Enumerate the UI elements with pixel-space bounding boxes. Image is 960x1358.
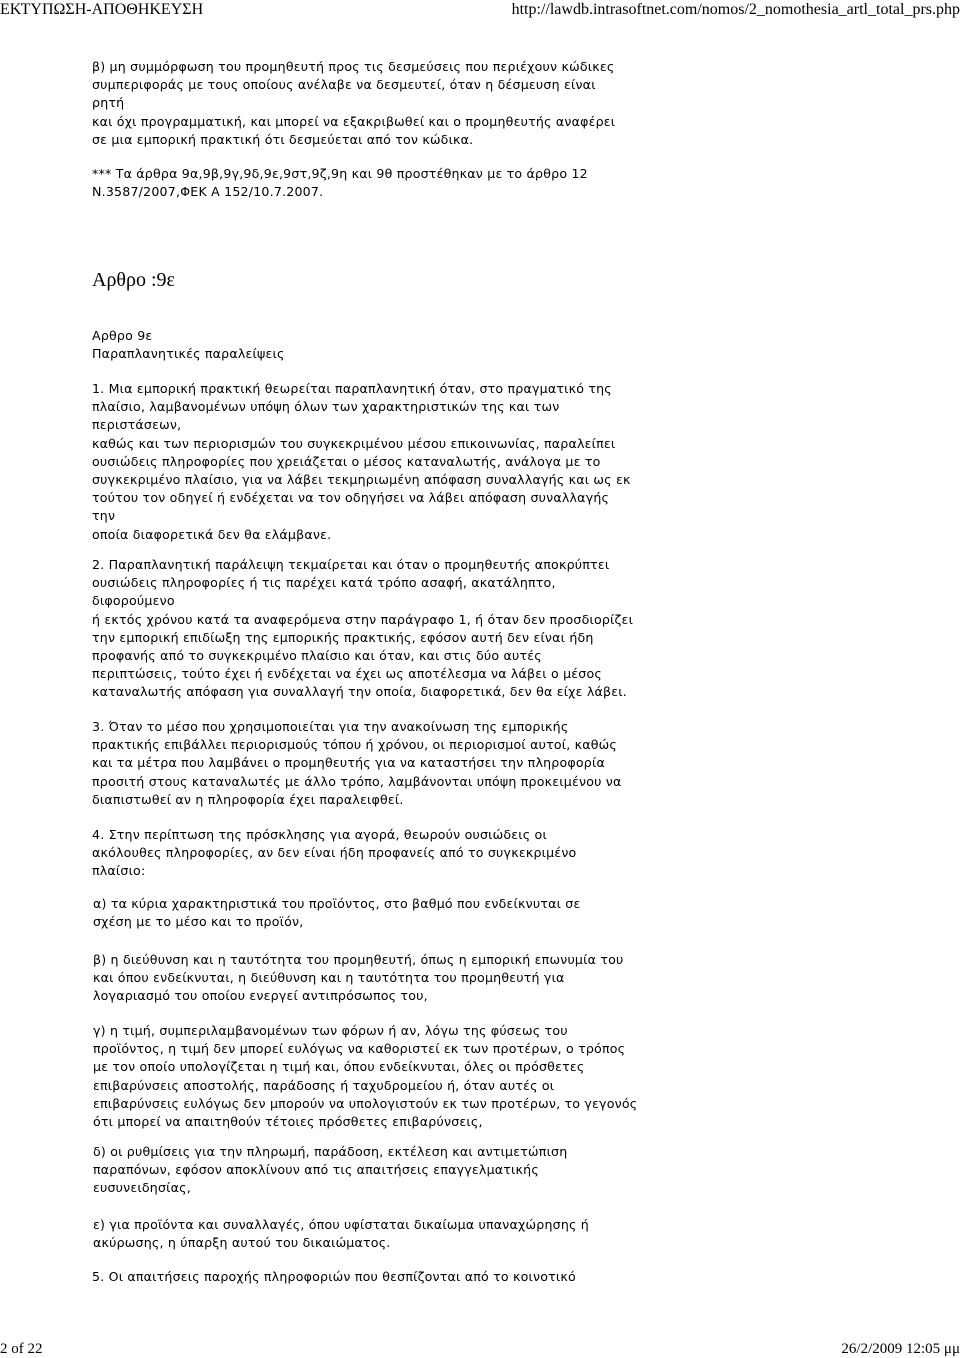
text-line: σε μια εμπορική πρακτική ότι δεσμεύεται από τον κώδικα.: [92, 131, 474, 147]
print-datetime: 26/2/2009 12:05 μμ: [841, 1341, 960, 1357]
text-line: Παραπλανητικές παραλείψεις: [92, 346, 285, 362]
item-a: [93, 895, 581, 931]
item-d: [93, 1143, 567, 1198]
text-line: δ) οι ρυθμίσεις για την πληρωμή, παράδοση, εκτέλεση και αντιμετώπιση: [93, 1144, 568, 1159]
paragraph-1: [92, 380, 631, 544]
text-line: 2. Παραπλανητική παράλειψη τεκμαίρεται και όταν ο προμηθευτής αποκρύπτει: [92, 557, 610, 572]
item-e: [93, 1216, 589, 1252]
text-line: *** Τα άρθρα 9α,9β,9γ,9δ,9ε,9στ,9ζ,9η και 9θ προστέθηκαν με το άρθρο 12: [92, 166, 588, 181]
text-line: συγκεκριμένο πλαίσιο, για να λάβει τεκμηριωμένη απόφαση συναλλαγής και ως εκ: [92, 471, 631, 487]
item-c: [93, 1022, 637, 1131]
item-b: [93, 951, 624, 1006]
text-line: επιβαρύνσεις αποστολής, παράδοσης ή ταχυδρομείου ή, όταν αυτές οι: [93, 1077, 555, 1093]
text-line: Ν.3587/2007,ΦΕΚ Α 152/10.7.2007.: [92, 184, 324, 200]
text-line: ακόλουθες πληροφορίες, αν δεν είναι ήδη προφανείς από το συγκεκριμένο: [92, 845, 577, 861]
article-title: [92, 327, 285, 363]
paragraph-4: [92, 826, 576, 881]
text-line: ακύρωσης, η ύπαρξη αυτού του δικαιώματος.: [93, 1235, 391, 1251]
text-line: και όχι προγραμματική, και μπορεί να εξακριβωθεί και ο προμηθευτής αναφέρει: [92, 113, 616, 129]
text-line: την εμπορική επιδίωξη της εμπορικής πρακτικής, εφόσον αυτή δεν είναι ήδη: [92, 629, 594, 645]
text-line: ή εκτός χρόνου κατά τα αναφερόμενα στην παράγραφο 1, ή όταν δεν προσδιορίζει: [92, 611, 634, 627]
text-line: πρακτικής επιβάλλει περιορισμούς τόπου ή χρόνου, οι περιορισμοί αυτοί, καθώς: [92, 737, 618, 753]
text-line: ουσιώδεις πληροφορίες που χρειάζεται ο μέσος καταναλωτής, ανάλογα με το: [92, 453, 601, 469]
text-line: Αρθρο 9ε: [92, 328, 153, 343]
article-heading: Αρθρο :9ε: [92, 269, 175, 291]
text-line: τούτου τον οδηγεί ή ενδέχεται να τον οδηγήσει να λάβει απόφαση συναλλαγής: [92, 490, 610, 506]
text-line: β) η διεύθυνση και η ταυτότητα του προμηθευτή, όπως η εμπορική επωνυμία του: [93, 952, 624, 967]
text-line: παραπόνων, εφόσον αποκλίνουν από τις απαιτήσεις επαγγελματικής: [93, 1162, 539, 1178]
text-line: οποία διαφορετικά δεν θα ελάμβανε.: [92, 526, 332, 542]
text-line: και τα μέτρα που λαμβάνει ο προμηθευτής για να καταστήσει την πληροφορία: [92, 755, 605, 771]
text-line: β) μη συμμόρφωση του προμηθευτή προς τις δεσμεύσεις που περιέχουν κώδικες: [92, 59, 615, 74]
text-line: σχέση με το μέσο και το προϊόν,: [93, 914, 304, 930]
text-line: λογαριασμό του οποίου ενεργεί αντιπρόσωπος του,: [93, 988, 428, 1004]
text-line: 3. Όταν το μέσο που χρησιμοποιείται για την ανακοίνωση της εμπορικής: [92, 719, 569, 734]
paragraph-5: [92, 1268, 576, 1286]
text-line: συμπεριφοράς με τους οποίους ανέλαβε να δεσμευτεί, όταν η δέσμευση είναι: [92, 77, 596, 93]
text-line: 5. Οι απαιτήσεις παροχής πληροφοριών που θεσπίζονται από το κοινοτικό: [92, 1269, 576, 1284]
text-line: ουσιώδεις πληροφορίες ή τις παρέχει κατά τρόπο ασαφή, ακατάληπτο,: [92, 575, 556, 591]
text-line: και όπου ενδείκνυται, η διεύθυνση και η ταυτότητα του προμηθευτή για: [93, 970, 565, 986]
amendment-note: [92, 165, 588, 201]
text-line: επιβαρύνσεις ευλόγως δεν μπορούν να υπολογιστούν εκ των προτέρων, το γεγονός: [93, 1095, 638, 1111]
text-line: διαπιστωθεί αν η πληροφορία έχει παραλειφθεί.: [92, 791, 404, 807]
text-line: ε) για προϊόντα και συναλλαγές, όπου υφίσταται δικαίωμα υπαναχώρησης ή: [93, 1217, 589, 1232]
text-line: προσιτή στους καταναλωτές με άλλο τρόπο, λαμβάνονται υπόψη προκειμένου να: [92, 773, 622, 789]
text-line: α) τα κύρια χαρακτηριστικά του προϊόντος, στο βαθμό που ενδείκνυται σε: [93, 896, 581, 911]
text-line: πλαίσιο, λαμβανομένων υπόψη όλων των χαρακτηριστικών της και των: [92, 399, 560, 415]
paragraph-2: [92, 556, 633, 702]
print-save-header[interactable]: ΕΚΤΥΠΩΣΗ-ΑΠΟΘΗΚΕΥΣΗ: [0, 1, 204, 18]
text-line: με τον οποίο υπολογίζεται η τιμή και, όπου ενδείκνυται, όλες οι πρόσθετες: [93, 1059, 585, 1075]
text-line: γ) η τιμή, συμπεριλαμβανομένων των φόρων ή αν, λόγω της φύσεως του: [93, 1023, 568, 1038]
text-line: προφανής από το συγκεκριμένο πλαίσιο και όταν, και στις δύο αυτές: [92, 647, 542, 663]
text-line: 4. Στην περίπτωση της πρόσκλησης για αγορά, θεωρούν ουσιώδεις οι: [92, 827, 547, 842]
text-line: ρητή: [92, 95, 125, 111]
text-line: 1. Μια εμπορική πρακτική θεωρείται παραπλανητική όταν, στο πραγματικό της: [92, 381, 612, 396]
text-line: ευσυνειδησίας,: [93, 1180, 191, 1196]
text-line: ότι μπορεί να απαιτηθούν τέτοιες πρόσθετες επιβαρύνσεις,: [93, 1113, 483, 1129]
text-line: περιπτώσεις, τούτο έχει ή ενδέχεται να έχει ως αποτέλεσμα να λάβει ο μέσος: [92, 666, 602, 682]
text-line: πλαίσιο:: [92, 863, 146, 879]
text-line: την: [92, 508, 116, 524]
text-line: καθώς και των περιορισμών του συγκεκριμένου μέσου επικοινωνίας, παραλείπει: [92, 435, 616, 451]
paragraph-3: [92, 718, 622, 809]
text-line: προϊόντος, η τιμή δεν μπορεί ευλόγως να καθοριστεί εκ των προτέρων, ο τρόπος: [93, 1041, 626, 1057]
text-line: καταναλωτής απόφαση για συναλλαγή την οποία, διαφορετικά, δεν θα είχε λάβει.: [92, 684, 627, 700]
clause-b: [92, 58, 615, 149]
page-url: http://lawdb.intrasoftnet.com/nomos/2_nomothesia_artl_total_prs.php: [511, 1, 960, 18]
text-line: διφορούμενο: [92, 593, 175, 609]
page-counter: 2 of 22: [0, 1341, 43, 1357]
text-line: περιστάσεων,: [92, 417, 182, 433]
